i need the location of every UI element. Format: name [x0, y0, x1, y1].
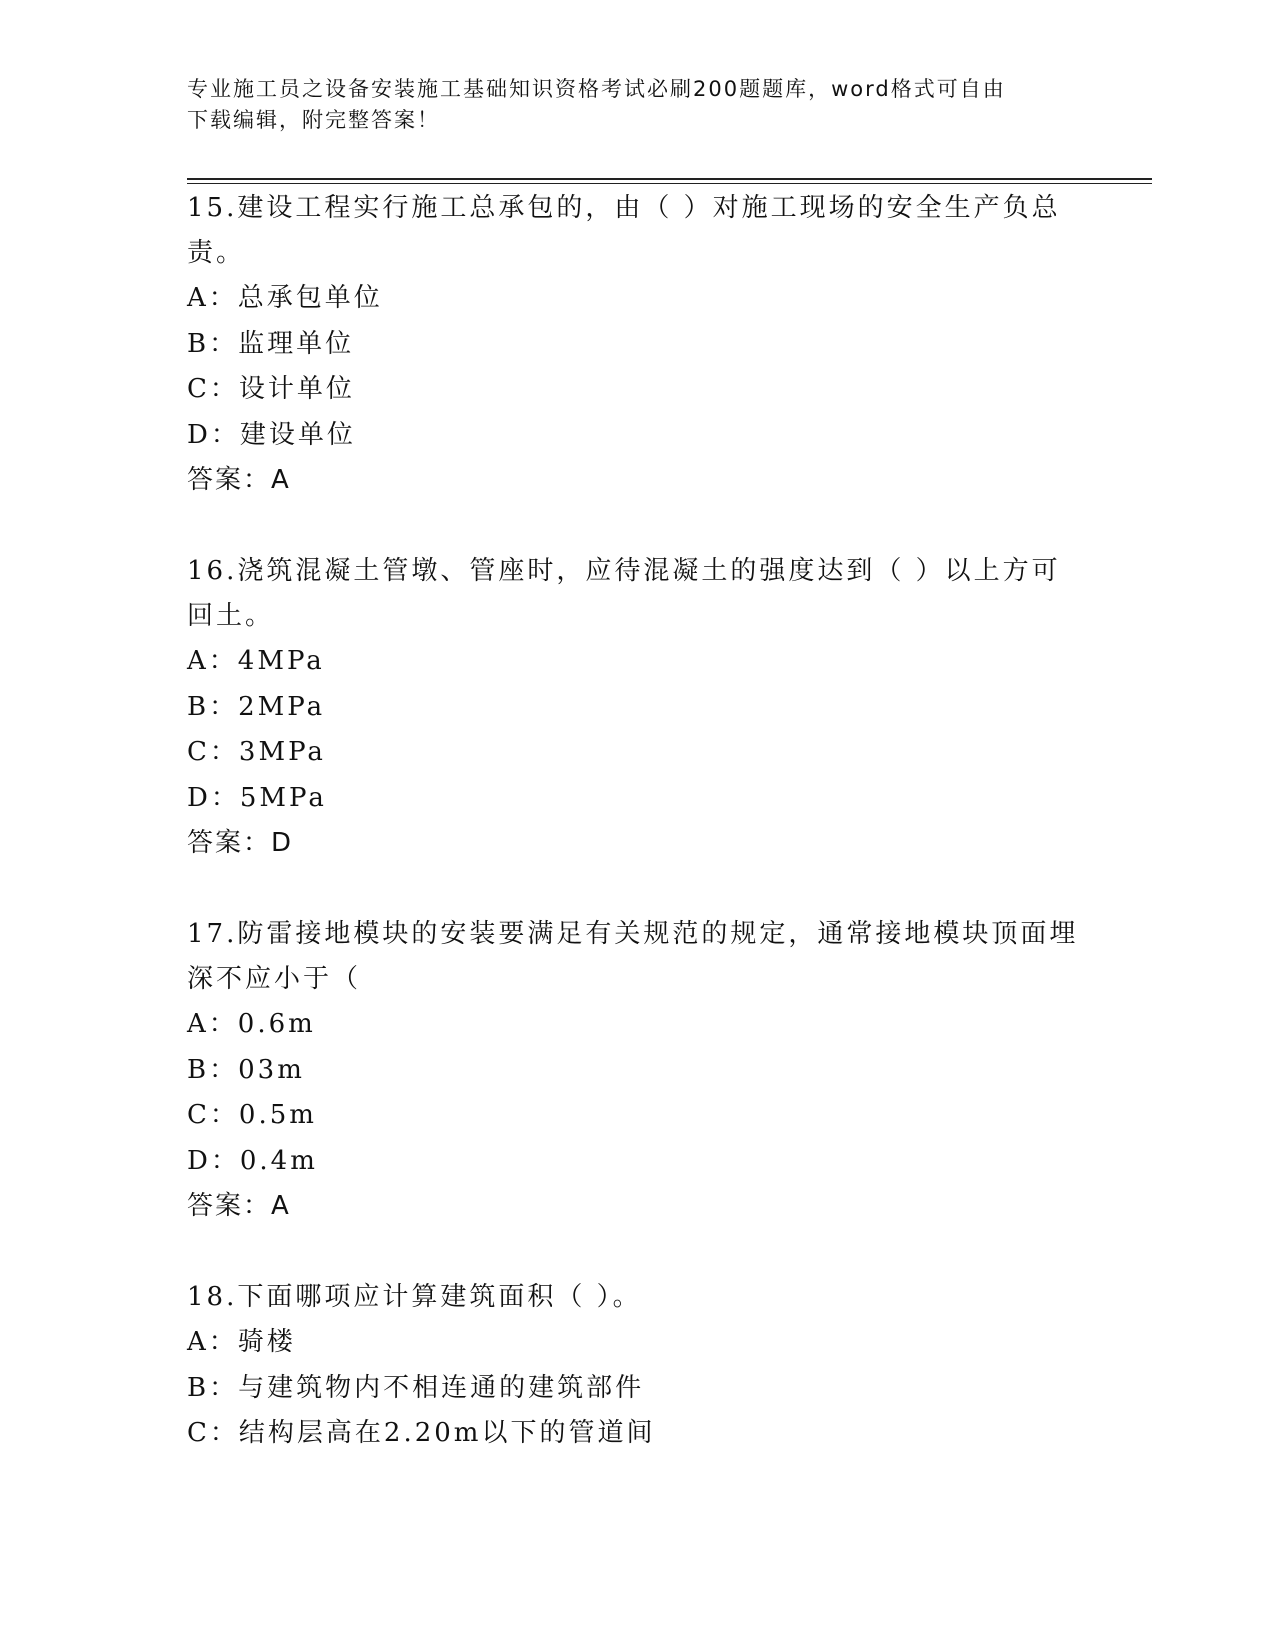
option-text: 4MPa	[237, 646, 325, 676]
option-b	[187, 322, 1087, 368]
option-key: D：	[187, 419, 240, 450]
option-a	[187, 276, 1087, 322]
question-stem-line: 深不应小于（	[187, 964, 362, 994]
question-stem-line: 责。	[187, 238, 246, 268]
option-text: 3MPa	[238, 737, 326, 767]
question-16	[187, 549, 1087, 866]
question-stem	[187, 1275, 1087, 1320]
option-c	[187, 1411, 1087, 1457]
option-c	[187, 1093, 1087, 1139]
question-18	[187, 1275, 1087, 1457]
option-text: 设计单位	[238, 374, 355, 404]
option-key: A：	[187, 283, 238, 313]
option-text: 结构层高在2.20m以下的管道间	[238, 1418, 656, 1448]
option-key: C：	[187, 374, 239, 404]
option-b	[187, 685, 1087, 731]
question-spacer	[187, 1229, 1087, 1275]
question-stem-line: 回土。	[187, 601, 275, 631]
option-a	[187, 1320, 1087, 1366]
question-17	[187, 912, 1087, 1229]
question-stem-line: 16.浇筑混凝土管墩、管座时，应待混凝土的强度达到（ ）以上方可	[187, 556, 1061, 586]
question-stem	[187, 912, 1087, 1002]
question-stem-line: 15.建设工程实行施工总承包的，由（ ）对施工现场的安全生产负总	[187, 193, 1061, 223]
question-stem-line: 18.下面哪项应计算建筑面积（ ）。	[187, 1282, 642, 1312]
option-text: 与建筑物内不相连通的建筑部件	[238, 1372, 645, 1403]
option-key: C：	[187, 1100, 239, 1130]
option-key: B：	[187, 1054, 239, 1085]
option-key: B：	[187, 1372, 239, 1403]
option-key: D：	[187, 1145, 240, 1176]
question-list	[187, 186, 1087, 1457]
option-text: 0.5m	[238, 1100, 317, 1130]
question-stem	[187, 186, 1087, 276]
option-b	[187, 1048, 1087, 1094]
answer-line: 答案：A	[187, 1191, 291, 1221]
option-key: B：	[187, 691, 239, 722]
header-divider-thin	[187, 183, 1152, 184]
option-key: C：	[187, 737, 239, 767]
option-a	[187, 639, 1087, 685]
option-key: A：	[187, 1327, 238, 1357]
option-text: 0.6m	[237, 1009, 316, 1039]
option-d	[187, 1139, 1087, 1185]
document-header	[187, 74, 1077, 136]
option-key: D：	[187, 782, 240, 813]
option-key: C：	[187, 1418, 239, 1448]
answer-line: 答案：A	[187, 465, 291, 495]
question-15	[187, 186, 1087, 503]
option-text: 0.4m	[239, 1145, 318, 1176]
header-line-1: 专业施工员之设备安装施工基础知识资格考试必刷200题题库，word格式可自由	[187, 77, 1006, 101]
question-spacer	[187, 866, 1087, 912]
option-text: 2MPa	[238, 691, 326, 722]
question-stem-line: 17.防雷接地模块的安装要满足有关规范的规定，通常接地模块顶面埋	[187, 919, 1079, 949]
option-d	[187, 413, 1087, 459]
header-line-2: 下载编辑，附完整答案！	[187, 108, 440, 132]
option-c	[187, 367, 1087, 413]
option-d	[187, 776, 1087, 822]
option-c	[187, 730, 1087, 776]
answer-line: 答案：D	[187, 828, 294, 858]
option-text: 骑楼	[237, 1327, 296, 1357]
header-divider-thick	[187, 178, 1152, 180]
option-b	[187, 1366, 1087, 1412]
option-key: B：	[187, 328, 239, 359]
question-spacer	[187, 503, 1087, 549]
option-text: 03m	[238, 1054, 305, 1085]
option-key: A：	[187, 1009, 238, 1039]
option-text: 监理单位	[238, 328, 355, 359]
option-text: 总承包单位	[237, 283, 383, 313]
option-text: 5MPa	[239, 782, 327, 813]
question-stem	[187, 549, 1087, 639]
option-text: 建设单位	[239, 419, 356, 450]
option-a	[187, 1002, 1087, 1048]
option-key: A：	[187, 646, 238, 676]
